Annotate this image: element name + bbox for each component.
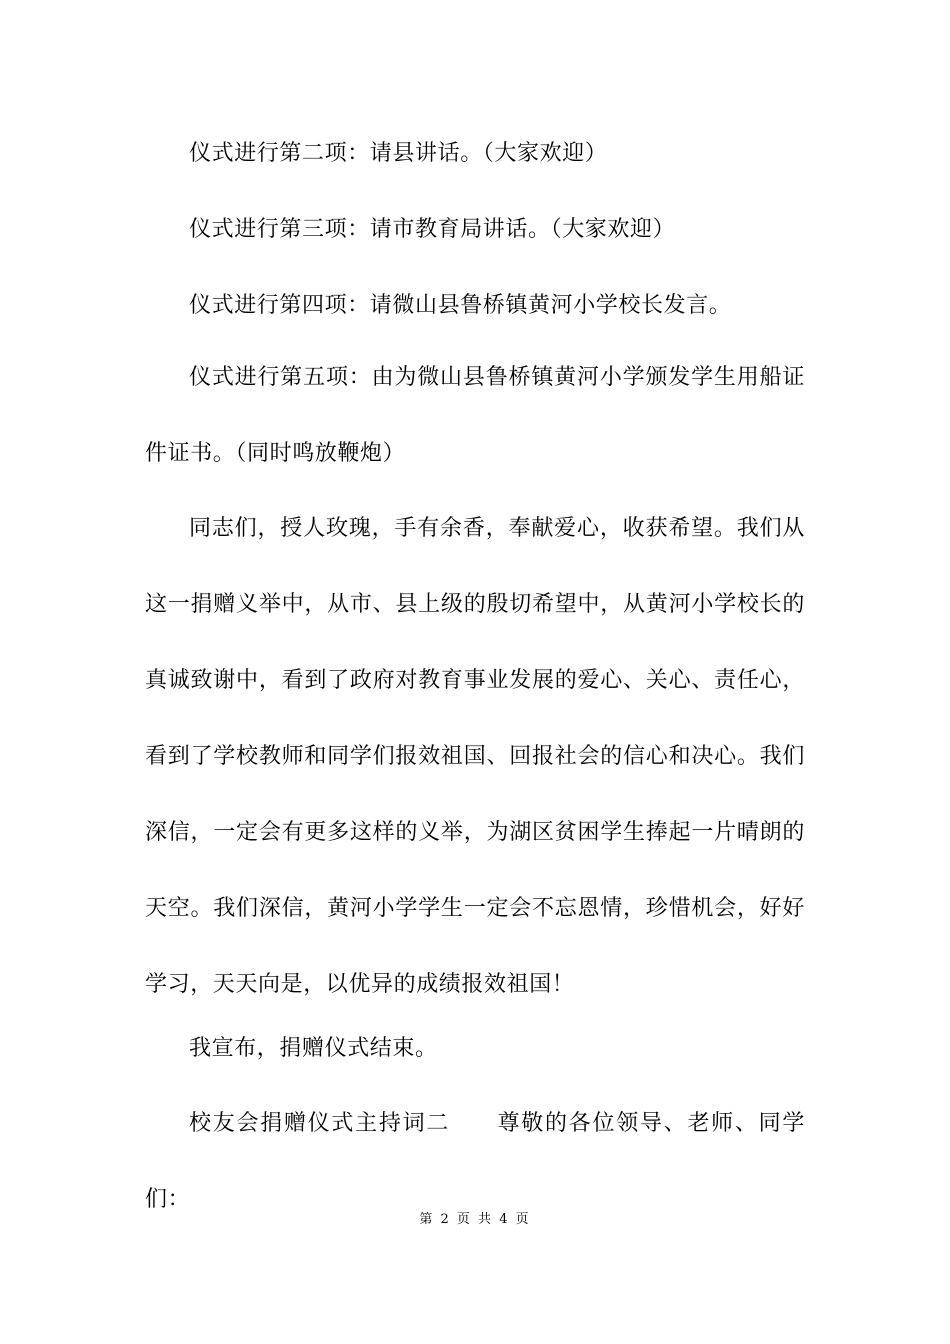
paragraph-item-3: 仪式进行第三项：请市教育局讲话。（大家欢迎） — [189, 217, 676, 242]
paragraph-item-2: 仪式进行第二项：请县讲话。（大家欢迎） — [189, 141, 608, 166]
paragraph-announcement: 我宣布，捐赠仪式结束。 — [189, 1036, 438, 1061]
paragraph-closing-remarks: 同志们，授人玫瑰，手有余香，奉献爱心，收获希望。我们从这一捐赠义举中，从市、县上级的殷切希望中，从黄河小学校长的真诚致谢中，看到了政府对教育事业发展的爱心、关心、责任心，看到了学校教师和同学们报效祖国、回报社会的信心和决心。我们深信，一定会有更多这样的义举，为湖区贫困学生捧起一片晴朗的天空。我们深信，黄河小学学生一定会不忘恩情，珍惜机会，好好学习，天天向是，以优异的成绩报效祖国！ — [145, 516, 805, 997]
paragraph-item-4: 仪式进行第四项：请微山县鲁桥镇黄河小学校长发言。 — [189, 293, 732, 318]
paragraph-second-speech-heading: 校友会捐赠仪式主持词二 尊敬的各位领导、老师、同学们： — [145, 1111, 805, 1212]
page-footer: 第 2 页 共 4 页 — [419, 1212, 531, 1227]
paragraph-item-5: 仪式进行第五项：由为微山县鲁桥镇黄河小学颁发学生用船证件证书。（同时鸣放鞭炮） — [145, 365, 805, 466]
